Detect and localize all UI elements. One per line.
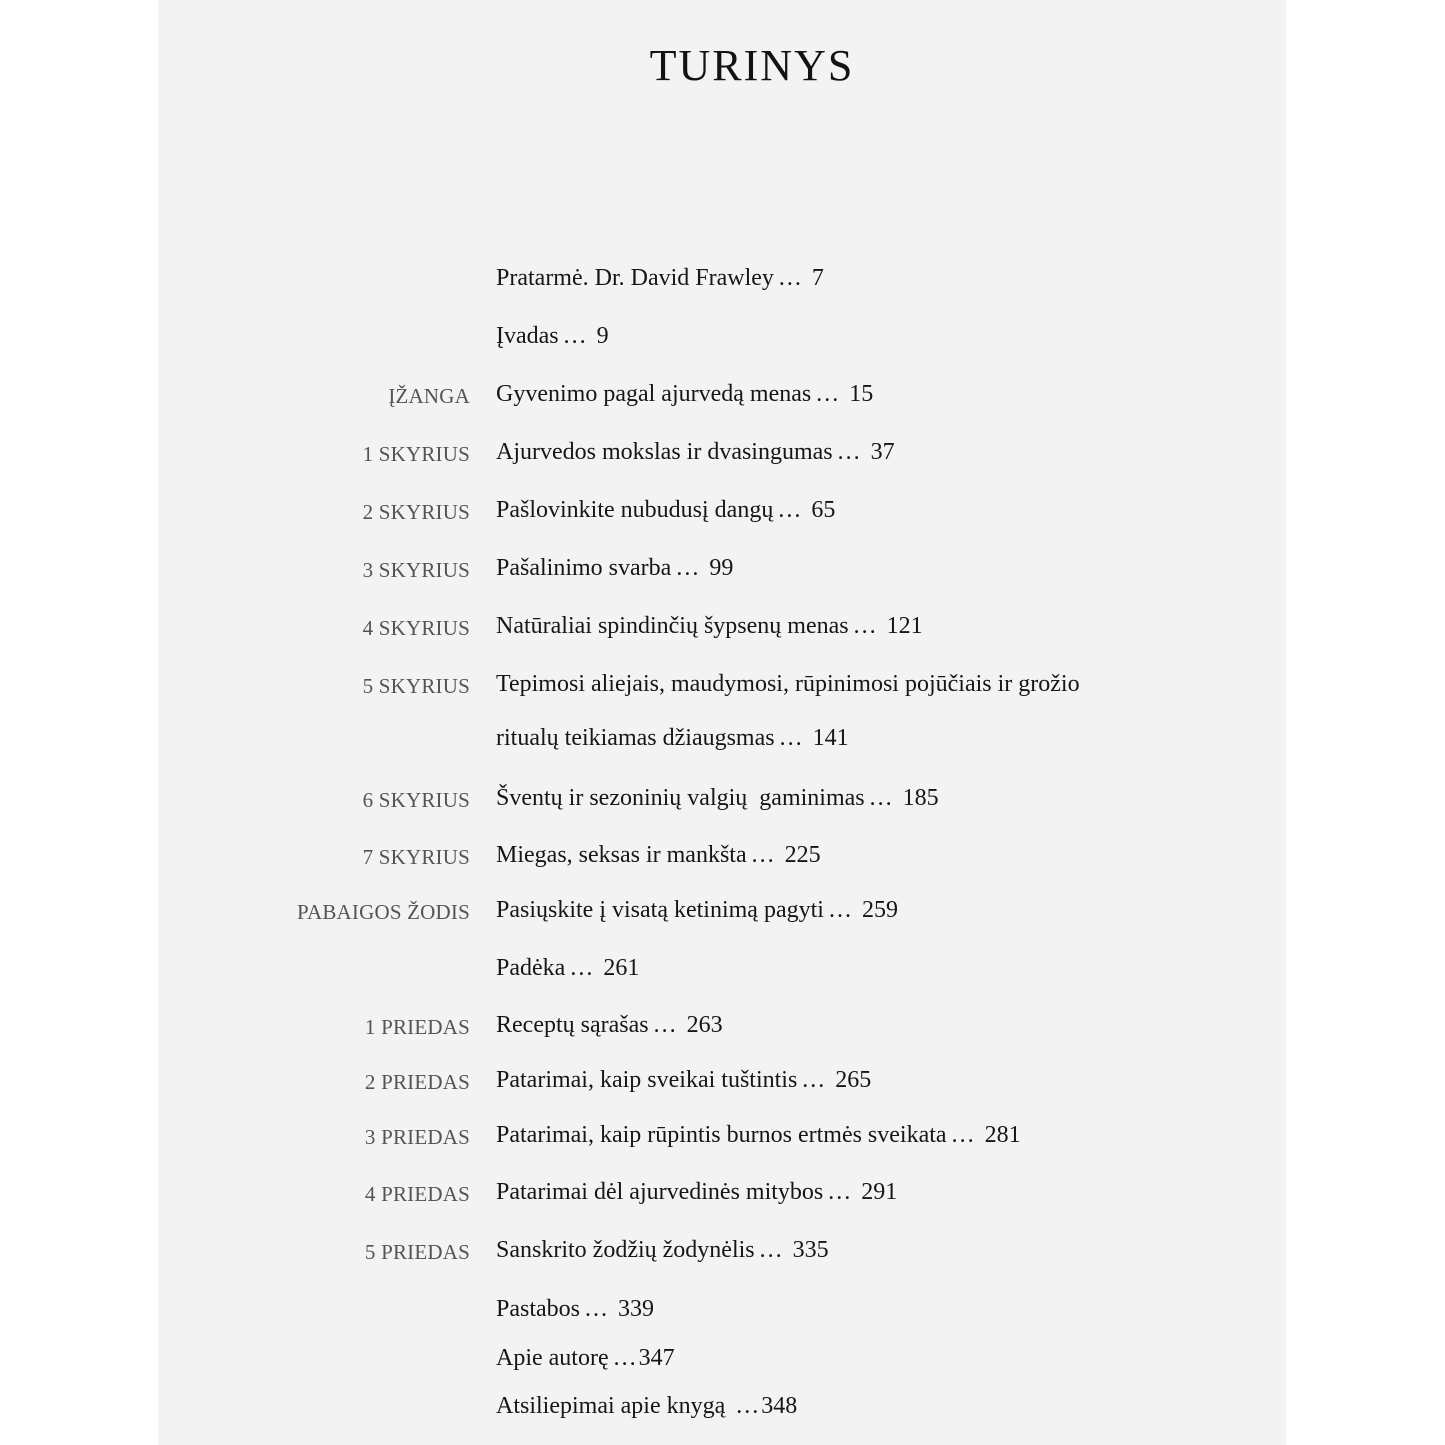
toc-page-number: 185 <box>902 785 939 811</box>
toc-entry <box>158 548 1286 588</box>
toc-entry <box>158 1230 1286 1270</box>
toc-page-number: 65 <box>811 497 836 523</box>
toc-leader-dots: … <box>652 1012 677 1038</box>
toc-entry-text <box>496 1115 1021 1155</box>
toc-page-number: 259 <box>861 897 898 923</box>
toc-leader-dots: … <box>836 439 861 465</box>
toc-entry <box>158 1386 1286 1426</box>
toc-leader-dots: … <box>950 1122 975 1148</box>
toc-leader-dots: … <box>815 381 840 407</box>
toc-entry-title: Pastabos <box>496 1296 580 1322</box>
toc-entry-text <box>496 778 939 818</box>
toc-entry-label: 4 PRIEDAS <box>364 1182 470 1206</box>
toc-leader-dots: … <box>868 785 893 811</box>
toc-entry <box>158 835 1286 875</box>
toc-entry-title: Ajurvedos mokslas ir dvasingumas <box>496 439 833 465</box>
toc-entry <box>158 374 1286 414</box>
toc-entry-text <box>496 606 923 646</box>
toc-entry-text <box>496 718 849 758</box>
toc-entry-text <box>496 1386 797 1426</box>
toc-page-number: 225 <box>784 842 821 868</box>
toc-entry-label: 1 PRIEDAS <box>364 1015 470 1039</box>
toc-entry-label: 2 SKYRIUS <box>362 500 470 524</box>
toc-entry-label: PABAIGOS ŽODIS <box>297 900 470 924</box>
toc-entry <box>158 890 1286 930</box>
toc-entry-label: 5 SKYRIUS <box>362 674 470 698</box>
toc-entry-label: 3 SKYRIUS <box>362 558 470 582</box>
toc-leader-dots: … <box>584 1296 608 1322</box>
toc-entry-text <box>496 664 1080 704</box>
toc-entry-title: Pašlovinkite nubudusį dangų <box>496 497 774 523</box>
toc-entry-label: 3 PRIEDAS <box>364 1125 470 1149</box>
toc-leader-dots: … <box>852 613 877 639</box>
toc-entry-title: Pasiųskite į visatą ketinimą pagyti <box>496 897 824 923</box>
toc-leader-dots: … <box>562 323 587 349</box>
toc-page-number: 291 <box>861 1179 898 1205</box>
toc-page-number: 281 <box>984 1122 1021 1148</box>
toc-entry <box>158 664 1286 704</box>
toc-entry <box>158 1005 1286 1045</box>
toc-entry-label: 2 PRIEDAS <box>364 1070 470 1094</box>
toc-entry <box>158 1115 1286 1155</box>
toc-entry <box>158 606 1286 646</box>
toc-entry-text <box>496 316 609 356</box>
toc-entry-title: Patarimai, kaip rūpintis burnos ertmės sveikata <box>496 1122 947 1148</box>
toc-entry-text <box>496 1060 871 1100</box>
toc-entry <box>158 432 1286 472</box>
toc-entry <box>158 1289 1286 1329</box>
toc-leader-dots: … <box>612 1345 637 1371</box>
toc-entry-text <box>496 1338 675 1378</box>
toc-entry-text <box>496 258 824 298</box>
toc-entry-title: Patarimai, kaip sveikai tuštintis <box>496 1067 798 1093</box>
toc-entry-label: 5 PRIEDAS <box>364 1240 470 1264</box>
toc-entry-text <box>496 1289 654 1329</box>
toc-page-number: 348 <box>761 1393 798 1419</box>
toc-leader-dots: … <box>801 1067 826 1093</box>
toc-leader-dots: … <box>778 725 803 751</box>
toc-entry-text <box>496 432 895 472</box>
toc-entry-title: Padėka <box>496 955 566 981</box>
toc-leader-dots: … <box>569 955 594 981</box>
toc-entry-title: Apie autorę <box>496 1345 609 1371</box>
toc-entry <box>158 258 1286 298</box>
toc-leader-dots: … <box>675 555 700 581</box>
toc-page-number: 37 <box>870 439 895 465</box>
page-title: TURINYS <box>649 41 855 90</box>
toc-leader-dots: … <box>827 1179 852 1205</box>
toc-leader-dots: … <box>750 842 775 868</box>
toc-entry <box>158 1172 1286 1212</box>
toc-entry-label: 1 SKYRIUS <box>362 442 470 466</box>
toc-entry-continuation <box>158 718 1286 758</box>
toc-entry-title: Receptų sąrašas <box>496 1012 649 1038</box>
toc-page-number: 347 <box>638 1345 675 1371</box>
toc-entry-title: Gyvenimo pagal ajurvedą menas <box>496 381 812 407</box>
toc-leader-dots: … <box>777 497 802 523</box>
toc-entry <box>158 490 1286 530</box>
toc-page-number: 263 <box>686 1012 723 1038</box>
toc-entry-title: Natūraliai spindinčių šypsenų menas <box>496 613 849 639</box>
toc-page-number: 9 <box>596 323 609 349</box>
toc-entry-title: Šventų ir sezoninių valgių gaminimas <box>496 785 865 811</box>
toc-entry-text <box>496 948 639 988</box>
toc-entry-title: Tepimosi aliejais, maudymosi, rūpinimosi pojūčiais ir grožio <box>496 671 1080 697</box>
toc-entry-title: Miegas, seksas ir mankšta <box>496 842 747 868</box>
toc-entry-text <box>496 1172 897 1212</box>
toc-entry <box>158 778 1286 818</box>
toc-page-number: 99 <box>709 555 734 581</box>
toc-entry-title: Sanskrito žodžių žodynėlis <box>496 1237 755 1263</box>
toc-entry <box>158 1060 1286 1100</box>
toc-entry-title: ritualų teikiamas džiaugsmas <box>496 725 775 751</box>
toc-entry <box>158 316 1286 356</box>
toc-entry-text <box>496 1230 829 1270</box>
toc-entry-text <box>496 1005 723 1045</box>
toc-entry-label: 6 SKYRIUS <box>362 788 470 812</box>
toc-page-number: 121 <box>886 613 923 639</box>
toc-leader-dots: … <box>735 1393 760 1419</box>
toc-leader-dots: … <box>758 1237 783 1263</box>
toc-leader-dots: … <box>827 897 852 923</box>
toc-page-number: 339 <box>618 1296 654 1322</box>
toc-page-number: 261 <box>603 955 640 981</box>
toc-entry-title: Pašalinimo svarba <box>496 555 672 581</box>
toc-entry-text <box>496 890 898 930</box>
toc-page-number: 265 <box>835 1067 872 1093</box>
toc-entry-text <box>496 835 821 875</box>
toc-page-number: 7 <box>811 265 824 291</box>
toc-entry-label: ĮŽANGA <box>388 384 470 408</box>
toc-entry-text <box>496 548 733 588</box>
toc-entry-text <box>496 374 873 414</box>
toc-entry <box>158 1338 1286 1378</box>
toc-entry-label: 7 SKYRIUS <box>362 845 470 869</box>
toc-entry-text <box>496 490 835 530</box>
toc-page-number: 335 <box>792 1237 829 1263</box>
toc-entry-title: Įvadas <box>496 323 559 349</box>
toc-entry <box>158 948 1286 988</box>
toc-entry-title: Atsiliepimai apie knygą <box>496 1393 732 1419</box>
toc-leader-dots: … <box>777 265 802 291</box>
toc-entry-title: Patarimai dėl ajurvedinės mitybos <box>496 1179 824 1205</box>
toc-entry-label: 4 SKYRIUS <box>362 616 470 640</box>
toc-page-number: 141 <box>812 725 849 751</box>
toc-entry-title: Pratarmė. Dr. David Frawley <box>496 265 774 291</box>
book-page <box>158 0 1286 1445</box>
toc-page-number: 15 <box>849 381 874 407</box>
